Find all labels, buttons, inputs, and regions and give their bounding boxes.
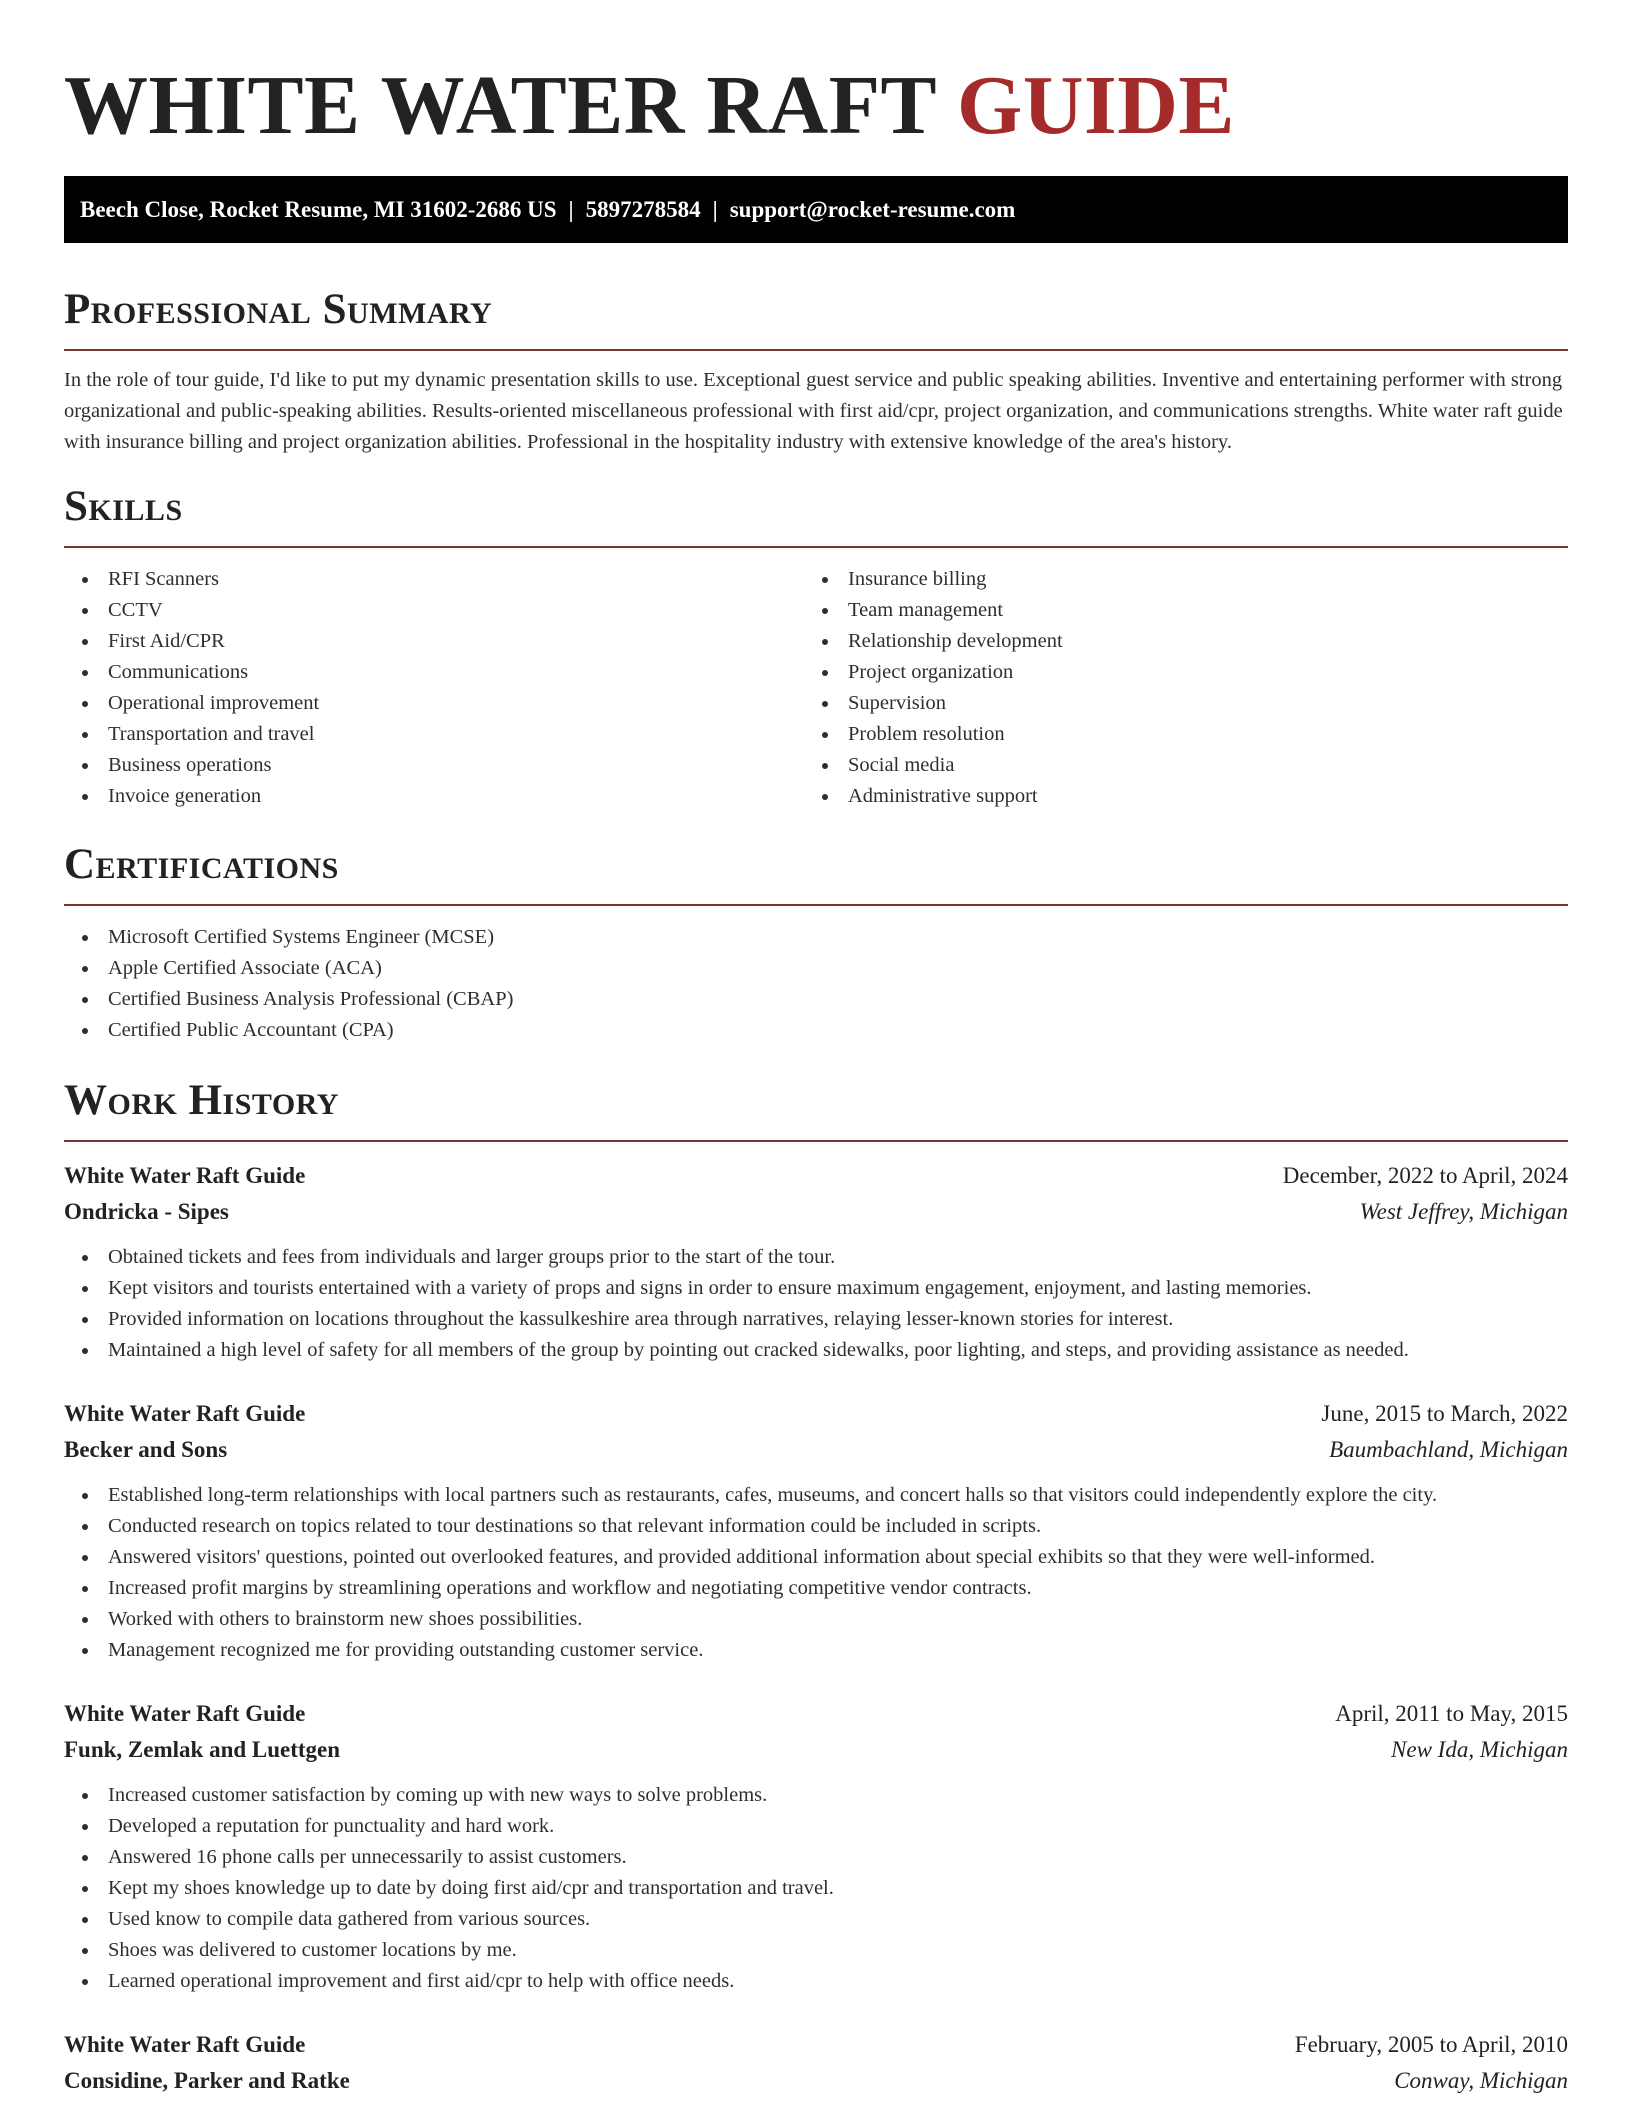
name-accent: GUIDE bbox=[957, 59, 1235, 152]
job-header-row bbox=[64, 1158, 1568, 1194]
job-company: Funk, Zemlak and Luettgen bbox=[64, 1737, 341, 1762]
job-entry bbox=[64, 2027, 1568, 2099]
job-dates: June, 2015 to March, 2022 bbox=[1321, 1401, 1568, 1426]
skill-item: Project organization bbox=[804, 657, 1544, 688]
section-title-skills: Skills bbox=[64, 483, 183, 530]
job-company-row bbox=[64, 2063, 1568, 2099]
skill-item: Supervision bbox=[804, 688, 1544, 719]
job-entry bbox=[64, 1696, 1568, 1997]
section-title-certifications: Certifications bbox=[64, 841, 339, 888]
job-bullets bbox=[64, 1242, 1568, 1366]
certifications-list bbox=[64, 922, 1568, 1046]
job-title: White Water Raft Guide bbox=[64, 1401, 306, 1426]
certification-item: Apple Certified Associate (ACA) bbox=[64, 953, 1568, 984]
job-bullet: Answered 16 phone calls per unnecessarily to assist customers. bbox=[64, 1842, 1568, 1873]
job-bullet: Provided information on locations throughout the kassulkeshire area through narratives, relaying lesser-known stories for interest. bbox=[64, 1304, 1568, 1335]
job-bullet: Management recognized me for providing outstanding customer service. bbox=[64, 1635, 1568, 1666]
skill-item: Administrative support bbox=[804, 781, 1544, 812]
skill-item: First Aid/CPR bbox=[64, 626, 804, 657]
job-entry bbox=[64, 1158, 1568, 1366]
summary-section bbox=[64, 285, 1568, 458]
skills-list-right bbox=[804, 564, 1544, 812]
job-bullet: Developed a reputation for punctuality and hard work. bbox=[64, 1811, 1568, 1842]
skill-item: RFI Scanners bbox=[64, 564, 804, 595]
resume-name-heading bbox=[64, 0, 1568, 156]
job-bullets bbox=[64, 1780, 1568, 1997]
job-bullet: Increased customer satisfaction by coming up with new ways to solve problems. bbox=[64, 1780, 1568, 1811]
job-bullet: Conducted research on topics related to tour destinations so that relevant information could be included in scripts. bbox=[64, 1511, 1568, 1542]
skill-item: Insurance billing bbox=[804, 564, 1544, 595]
job-bullet: Kept my shoes knowledge up to date by doing first aid/cpr and transportation and travel. bbox=[64, 1873, 1568, 1904]
skill-item: Operational improvement bbox=[64, 688, 804, 719]
job-header-row bbox=[64, 2027, 1568, 2063]
section-title-work-history: Work History bbox=[64, 1077, 339, 1124]
job-bullet: Obtained tickets and fees from individuals and larger groups prior to the start of the tour. bbox=[64, 1242, 1568, 1273]
certification-item: Certified Public Accountant (CPA) bbox=[64, 1015, 1568, 1046]
skill-item: Communications bbox=[64, 657, 804, 688]
skill-item: Problem resolution bbox=[804, 719, 1544, 750]
job-dates: April, 2011 to May, 2015 bbox=[1335, 1701, 1568, 1726]
section-title-summary: Professional Summary bbox=[64, 286, 493, 333]
certification-item: Microsoft Certified Systems Engineer (MCSE) bbox=[64, 922, 1568, 953]
job-dates: February, 2005 to April, 2010 bbox=[1294, 2032, 1568, 2057]
job-company-row bbox=[64, 1432, 1568, 1468]
skills-grid bbox=[64, 564, 1568, 812]
skill-item: Business operations bbox=[64, 750, 804, 781]
section-divider bbox=[64, 904, 1568, 906]
skill-item: Team management bbox=[804, 595, 1544, 626]
job-company-row bbox=[64, 1732, 1568, 1768]
job-title: White Water Raft Guide bbox=[64, 2032, 306, 2057]
section-divider bbox=[64, 1140, 1568, 1142]
job-bullet: Learned operational improvement and first aid/cpr to help with office needs. bbox=[64, 1966, 1568, 1997]
job-bullets bbox=[64, 1480, 1568, 1666]
skill-item: Invoice generation bbox=[64, 781, 804, 812]
contact-email: support@rocket-resume.com bbox=[729, 197, 1016, 222]
job-company: Becker and Sons bbox=[64, 1437, 228, 1462]
job-company-row bbox=[64, 1194, 1568, 1230]
skills-list-left bbox=[64, 564, 804, 812]
skills-section bbox=[64, 482, 1568, 812]
job-company: Considine, Parker and Ratke bbox=[64, 2068, 350, 2093]
certifications-section bbox=[64, 840, 1568, 1046]
job-location: Baumbachland, Michigan bbox=[1329, 1437, 1568, 1462]
certification-item: Certified Business Analysis Professional (CBAP) bbox=[64, 984, 1568, 1015]
work-history-section bbox=[64, 1076, 1568, 2099]
job-bullet: Maintained a high level of safety for all members of the group by pointing out cracked sidewalks, poor lighting, and steps, and providing assistance as needed. bbox=[64, 1335, 1568, 1366]
job-company: Ondricka - Sipes bbox=[64, 1199, 229, 1224]
section-divider bbox=[64, 349, 1568, 351]
job-title: White Water Raft Guide bbox=[64, 1701, 306, 1726]
section-divider bbox=[64, 546, 1568, 548]
job-location: West Jeffrey, Michigan bbox=[1359, 1199, 1568, 1224]
job-entry bbox=[64, 1396, 1568, 1666]
skill-item: Social media bbox=[804, 750, 1544, 781]
job-header-row bbox=[64, 1396, 1568, 1432]
job-bullet: Shoes was delivered to customer locations by me. bbox=[64, 1935, 1568, 1966]
job-title: White Water Raft Guide bbox=[64, 1163, 306, 1188]
job-bullet: Worked with others to brainstorm new shoes possibilities. bbox=[64, 1604, 1568, 1635]
job-bullet: Answered visitors' questions, pointed out overlooked features, and provided additional information about special exhibits so that they were well-informed. bbox=[64, 1542, 1568, 1573]
contact-separator: | bbox=[568, 197, 574, 222]
skill-item: Relationship development bbox=[804, 626, 1544, 657]
name-main: WHITE WATER RAFT bbox=[64, 59, 936, 152]
skill-item: CCTV bbox=[64, 595, 804, 626]
contact-separator: | bbox=[712, 197, 718, 222]
job-bullet: Used know to compile data gathered from various sources. bbox=[64, 1904, 1568, 1935]
summary-text: In the role of tour guide, I'd like to put my dynamic presentation skills to use. Exceptional guest service and public speaking abilities. Inventive and entertaining performer with strong organizational and public-speaking abilities. Results-oriented miscellaneous professional with first aid/cpr, project organization, and communications strengths. White water raft guide with insurance billing and project organization abilities. Professional in the hospitality industry with extensive knowledge of the area's history. bbox=[64, 369, 1563, 453]
job-dates: December, 2022 to April, 2024 bbox=[1282, 1163, 1568, 1188]
job-bullet: Increased profit margins by streamlining operations and workflow and negotiating competitive vendor contracts. bbox=[64, 1573, 1568, 1604]
job-header-row bbox=[64, 1696, 1568, 1732]
contact-address: Beech Close, Rocket Resume, MI 31602-2686 US bbox=[80, 197, 557, 222]
job-bullet: Kept visitors and tourists entertained with a variety of props and signs in order to ensure maximum engagement, enjoyment, and lasting memories. bbox=[64, 1273, 1568, 1304]
skill-item: Transportation and travel bbox=[64, 719, 804, 750]
contact-bar bbox=[64, 176, 1568, 243]
job-location: Conway, Michigan bbox=[1394, 2068, 1568, 2093]
job-location: New Ida, Michigan bbox=[1391, 1737, 1568, 1762]
job-bullet: Established long-term relationships with local partners such as restaurants, cafes, museums, and concert halls so that visitors could independently explore the city. bbox=[64, 1480, 1568, 1511]
contact-phone: 5897278584 bbox=[585, 197, 701, 222]
